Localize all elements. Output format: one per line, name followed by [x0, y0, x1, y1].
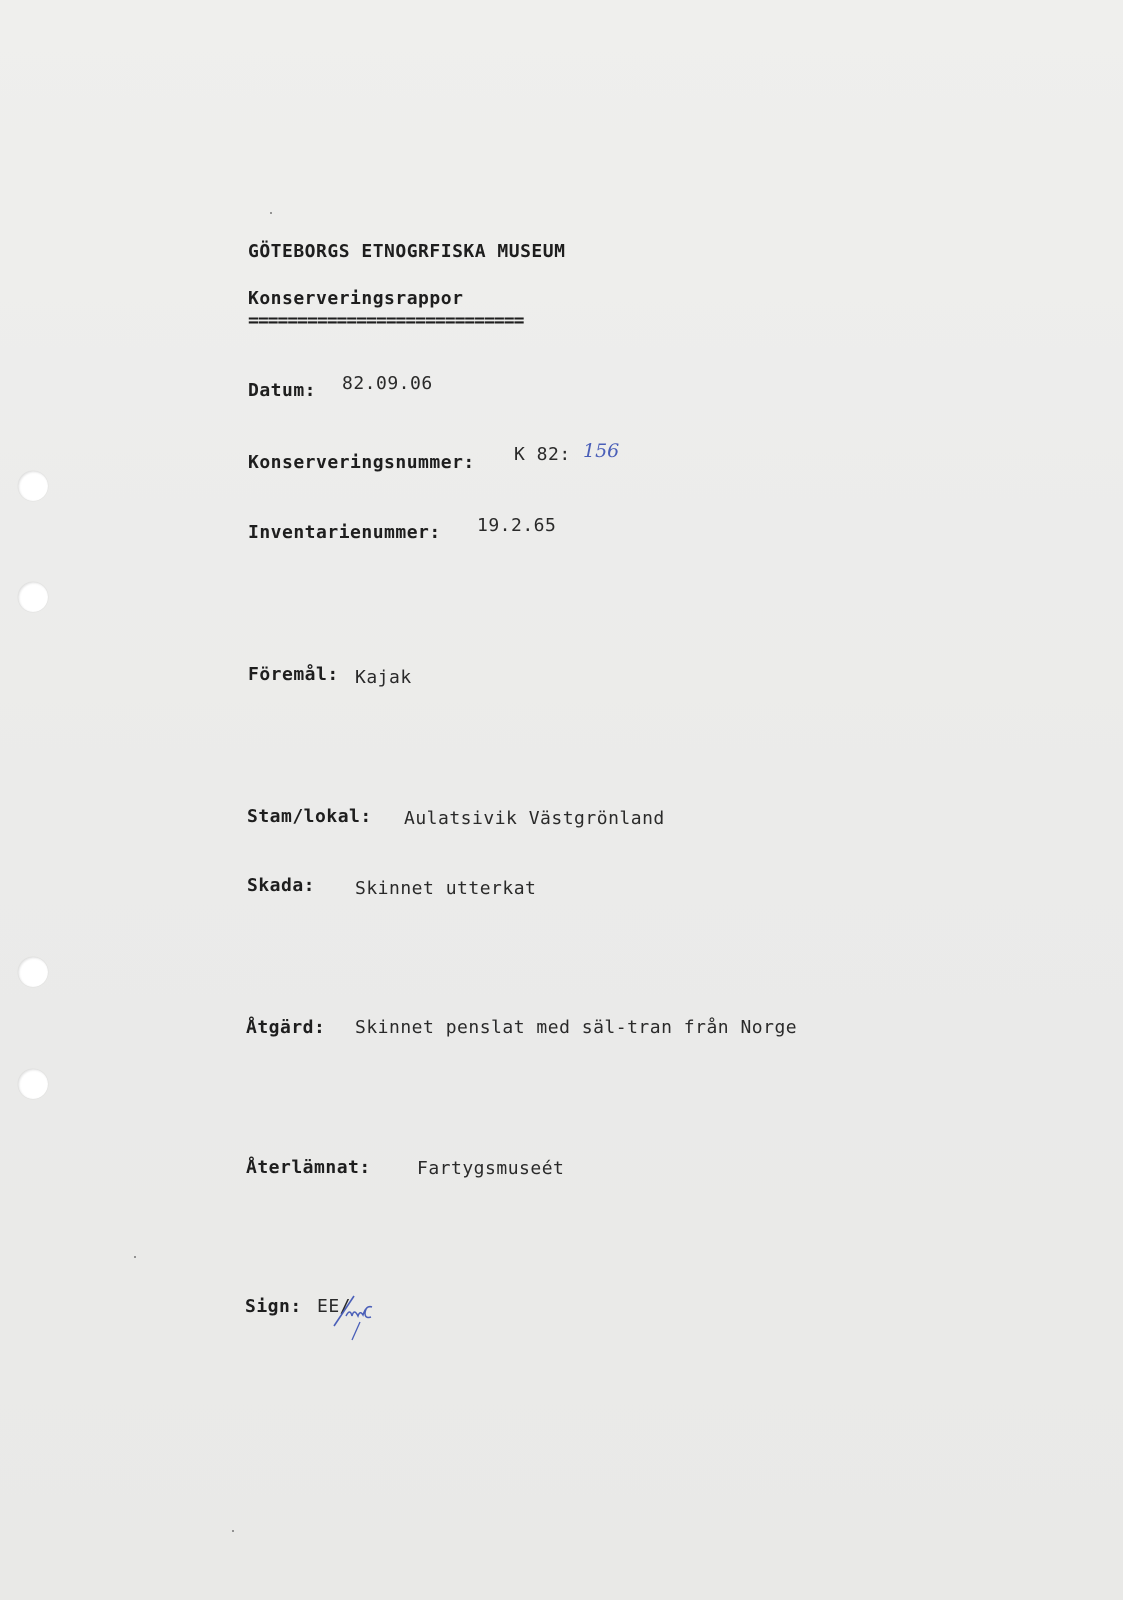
konserveringsnummer-handwritten: 156	[583, 440, 620, 462]
datum-label: Datum:	[248, 380, 317, 401]
punch-hole	[18, 471, 48, 501]
sign-value: EE/	[317, 1296, 352, 1317]
title-underline: ============================	[248, 310, 524, 331]
inventarienummer-value: 19.2.65	[477, 515, 557, 536]
paper-speck	[134, 1256, 136, 1258]
konserveringsnummer-value: K 82:	[514, 444, 571, 465]
paper-speck	[232, 1530, 234, 1532]
datum-value: 82.09.06	[342, 373, 433, 394]
aterlamnat-label: Återlämnat:	[246, 1157, 371, 1178]
paper-speck	[270, 212, 272, 214]
foremal-value: Kajak	[355, 667, 412, 688]
handwritten-signature	[330, 1290, 390, 1346]
report-title: Konserveringsrappor	[248, 288, 464, 309]
stam-lokal-value: Aulatsivik Västgrönland	[404, 808, 665, 829]
punch-hole	[18, 1069, 48, 1099]
atgard-value: Skinnet penslat med säl-tran från Norge	[355, 1017, 798, 1038]
inventarienummer-label: Inventarienummer:	[248, 522, 441, 543]
skada-label: Skada:	[247, 875, 316, 896]
skada-value: Skinnet utterkat	[355, 878, 537, 899]
aterlamnat-value: Fartygsmuseét	[417, 1158, 565, 1179]
punch-hole	[18, 582, 48, 612]
sign-label: Sign:	[245, 1296, 302, 1317]
atgard-label: Åtgärd:	[246, 1017, 326, 1038]
konserveringsnummer-label: Konserveringsnummer:	[248, 452, 475, 473]
museum-name: GÖTEBORGS ETNOGRFISKA MUSEUM	[248, 241, 566, 262]
stam-lokal-label: Stam/lokal:	[247, 806, 372, 827]
punch-hole	[18, 957, 48, 987]
foremal-label: Föremål:	[248, 664, 339, 685]
